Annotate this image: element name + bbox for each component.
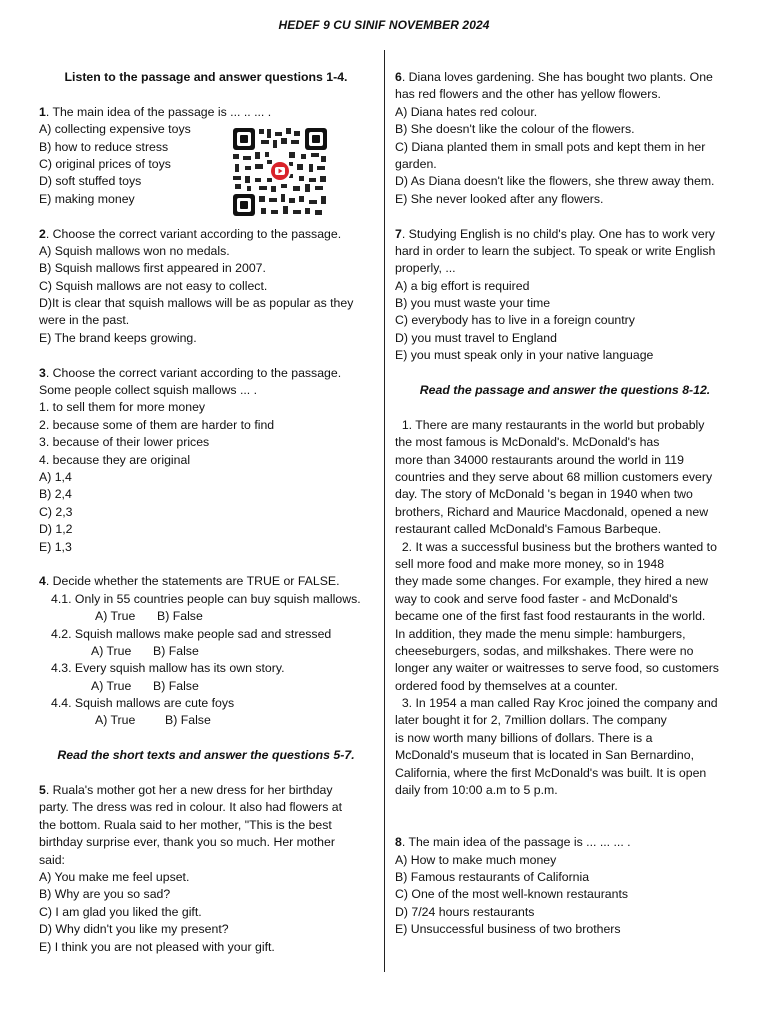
q2-option-a: A) Squish mallows won no medals. [39,243,230,258]
passage-line: the most famous is McDonald's. McDonald's has [395,435,660,450]
q8-option-a: A) How to make much money [395,852,557,867]
q6-line: has red flowers and the other has yellow flowers. [395,87,661,102]
question-8-stem: 8. The main idea of the passage is ... ... ... . [395,835,631,850]
section-title-listening: Listen to the passage and answer questions 1-4. [64,70,348,84]
q4-2-true: A) True [91,643,132,658]
q5-line: party. The dress was red in colour. It also had flowers at [39,800,343,815]
q4-statement-3: 4.3. Every squish mallow has its own story. [51,661,285,676]
q2-option-c: C) Squish mallows are not easy to collect. [39,278,268,293]
left-column [39,69,373,956]
q8-option-b: B) Famous restaurants of California [395,869,590,884]
q7-option-c: C) everybody has to live in a foreign country [395,313,635,328]
passage-line: way to cook and serve food faster - and McDonald's [395,591,678,606]
passage-line: ordered food by themselves at a counter. [395,678,618,693]
q3-line: Some people collect squish mallows ... . [39,383,258,398]
page-header: HEDEF 9 CU SINIF NOVEMBER 2024 [278,18,490,32]
passage-line: is now worth many billions of đollars. There is a [395,730,653,745]
q3-option-e: E) 1,3 [39,539,72,554]
q1-option-a: A) collecting expensive toys [39,122,191,137]
q1-option-b: B) how to reduce stress [39,139,169,154]
passage-line: 2. It was a successful business but the brothers wanted to [395,539,717,554]
q2-option-e: E) The brand keeps growing. [39,330,197,345]
q6-option-d: D) As Diana doesn't like the flowers, she threw away them. [395,174,715,189]
q3-line: 3. because of their lower prices [39,435,210,450]
q5-option-c: C) I am glad you liked the gift. [39,904,202,919]
passage-line: brothers, Richard and Maurice Macdonald, opened a new [395,504,709,519]
q3-line: 4. because they are original [39,452,191,467]
passage-line: later bought it for 2, 7million dollars. The company [395,713,667,728]
q5-option-b: B) Why are you so sad? [39,887,171,902]
q7-option-a: A) a big effort is required [395,278,530,293]
q7-line: hard in order to learn the subject. To speak or write English [395,243,716,258]
q4-3-false: B) False [153,678,199,693]
q4-4-true: A) True [95,713,136,728]
q4-statement-4: 4.4. Squish mallows are cute foys [51,696,235,711]
section-title-reading: Read the passage and answer the questions 8-12. [419,383,711,398]
q6-option-c-cont: garden. [395,156,437,171]
question-4-stem: 4. Decide whether the statements are TRUE or FALSE. [39,574,340,589]
q3-option-c: C) 2,3 [39,504,73,519]
passage-line: daily from 10:00 a.m to 5 p.m. [395,783,558,798]
passage-line: 1. There are many restaurants in the world but probably [395,417,705,432]
q7-line: properly, ... [395,261,456,276]
passage-line: they made some changes. For example, they hired a new [395,574,709,589]
q7-option-b: B) you must waste your time [395,296,551,311]
passage-line: In addition, they made the menu simple: hamburgers, [395,626,686,641]
q7-option-e: E) you must speak only in your native language [395,348,654,363]
question-5-stem: 5. Ruala's mother got her a new dress for her birthday [39,783,333,798]
passage-line: McDonald's museum that is located in San Bernardino, [395,748,694,763]
q4-statement-1: 4.1. Only in 55 countries people can buy squish mallows. [51,591,361,606]
q1-option-e: E) making money [39,191,135,206]
q6-option-c: C) Diana planted them in small pots and kept them in her [395,139,706,154]
passage-line: countries and they serve about 68 million customers every [395,469,713,484]
q2-option-d-cont: were in the past. [39,313,130,328]
q8-option-d: D) 7/24 hours restaurants [395,904,535,919]
question-1-stem: 1. The main idea of the passage is ... .. ... . [39,104,272,119]
q4-1-options [39,608,373,625]
question-2-stem: 2. Choose the correct variant according to the passage. [39,226,342,241]
passage-line: day. The story of McDonald 's began in 1940 when two [395,487,693,502]
passage-line: restaurant called McDonald's Famous Barbeque. [395,522,662,537]
q6-option-a: A) Diana hates red colour. [395,104,538,119]
question-6-stem: 6. Diana loves gardening. She has bought two plants. One [395,70,713,84]
q8-option-c: C) One of the most well-known restaurants [395,887,629,902]
q5-option-a: A) You make me feel upset. [39,869,190,884]
q3-option-b: B) 2,4 [39,487,72,502]
passage-line: cheeseburgers, sodas, and milkshakes. There were no [395,643,694,658]
q1-option-d: D) soft stuffed toys [39,174,142,189]
passage-line: became one of the first fast food restaurants in the world. [395,609,706,624]
q2-option-d: D)It is clear that squish mallows will be as popular as they [39,296,354,311]
question-7-stem: 7. Studying English is no child's play. One has to work very [395,226,715,241]
q3-line: 2. because some of them are harder to find [39,417,275,432]
section-title-short-texts: Read the short texts and answer the questions 5-7. [57,748,355,763]
column-divider [384,50,385,972]
passage-line: more than 34000 restaurants around the world in 119 [395,452,684,467]
q5-line: said: [39,852,65,867]
q3-line: 1. to sell them for more money [39,400,206,415]
q2-option-b: B) Squish mallows first appeared in 2007. [39,261,266,276]
question-3-stem: 3. Choose the correct variant according to the passage. [39,365,342,380]
q5-line: birthday surprise ever, thank you so much. Her mother [39,835,335,850]
q4-1-true: A) True [95,609,136,624]
right-column [395,69,735,939]
q6-option-e: E) She never looked after any flowers. [395,191,604,206]
q3-option-d: D) 1,2 [39,522,73,537]
q5-option-d: D) Why didn't you like my present? [39,922,229,937]
passage-line: sell more food and make more money, so in 1948 [395,556,665,571]
q4-1-false: B) False [157,609,203,624]
q6-option-b: B) She doesn't like the colour of the flowers. [395,122,635,137]
q5-line: the bottom. Ruala said to her mother, "This is the best [39,817,332,832]
q8-option-e: E) Unsuccessful business of two brothers [395,922,621,937]
q4-4-false: B) False [165,713,211,728]
q4-2-false: B) False [153,643,199,658]
q4-statement-2: 4.2. Squish mallows make people sad and stressed [51,626,332,641]
passage-line: California, where the first McDonald's was built. It is open [395,765,707,780]
q4-3-options [39,678,373,695]
passage-line: 3. In 1954 a man called Ray Kroc joined the company and [395,696,718,711]
q5-option-e: E) I think you are not pleased with your gift. [39,939,275,954]
q4-4-options [39,712,373,729]
q7-option-d: D) you must travel to England [395,330,557,345]
q4-2-options [39,643,373,660]
q1-option-c: C) original prices of toys [39,156,171,171]
passage-line: longer any waiter or waitresses to serve food, so customers [395,661,719,676]
q3-option-a: A) 1,4 [39,469,72,484]
q4-3-true: A) True [91,678,132,693]
